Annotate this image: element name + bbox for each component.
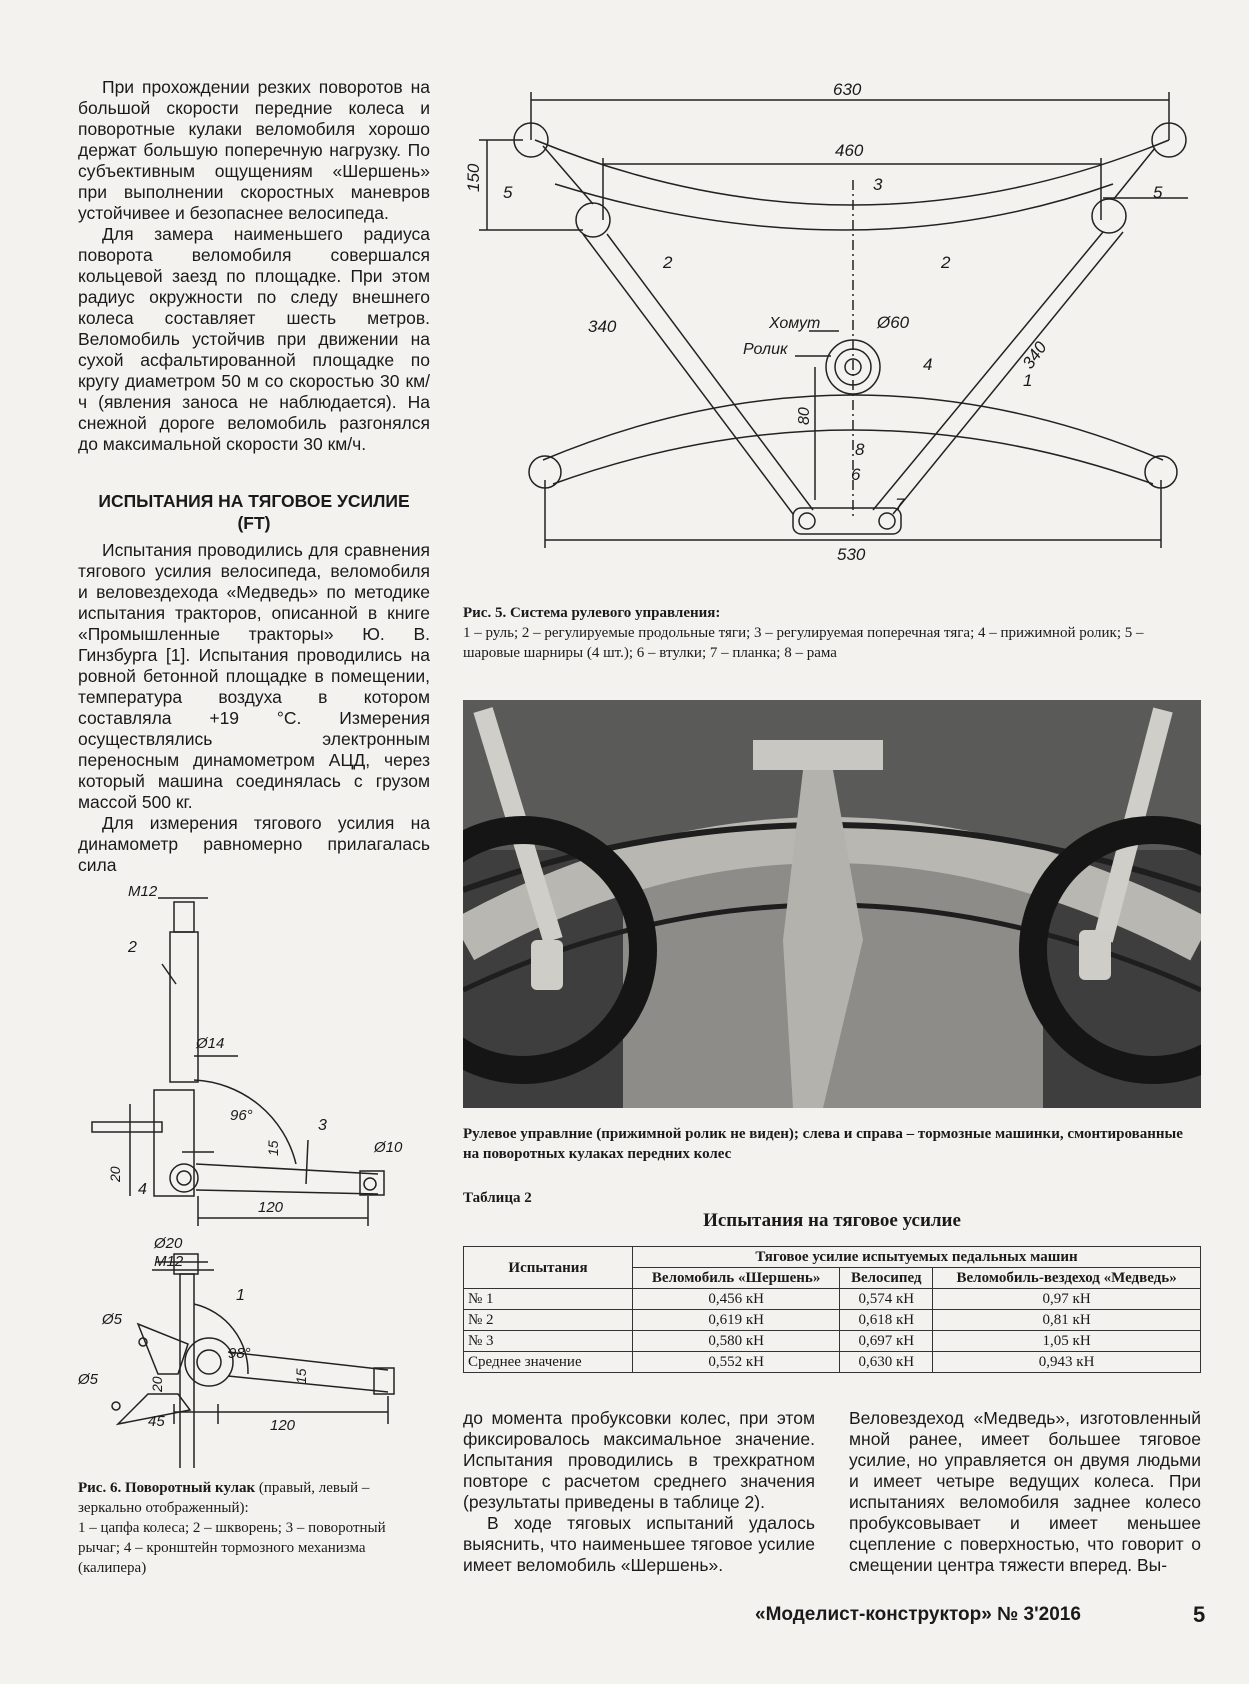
label-7: 7 [895,495,905,514]
caption-subtitle: (правый, левый – зеркально отображенный): [78,1480,370,1516]
paragraph: Веловездеход «Медведь», изготовленный мной ранее, имеет большее тяговое усилие, но управляется он двумя людьми и имеет четыре ведущих колеса. При испытаниях веломобиля заднее колесо пробуксовывает и имеет меньшее сцепление с поверхностью, что говорит о смещении центра тяжести вперед. Вы- [849,1408,1201,1575]
label-96-deg: 96° [230,1107,253,1124]
label-khomut: Хомут [769,315,821,332]
dim-530: 530 [837,545,866,564]
label-45: 45 [148,1413,165,1430]
page-number: 5 [1193,1602,1206,1627]
group-header: Тяговое усилие испытуемых педальных машин [633,1247,1201,1268]
table-row: № 1 0,456 кН 0,574 кН 0,97 кН [464,1289,1201,1310]
label-4: 4 [923,355,933,374]
label-d20: Ø20 [154,1235,183,1252]
label-6: 6 [851,465,861,484]
label-d14: Ø14 [196,1035,225,1052]
table-label: Таблица 2 [463,1190,532,1206]
label-120-top: 120 [258,1199,284,1216]
figure-6-caption [78,1478,430,1578]
steering-knuckle-drawing [78,884,430,1468]
label-d5-top: Ø5 [102,1311,123,1328]
caption-text: 1 – цапфа колеса; 2 – шкворень; 3 – поворотный рычаг; 4 – кронштейн тормозного механизма (калипера) [78,1520,386,1576]
label-1: 1 [1023,371,1033,390]
steering-photo [463,700,1201,1108]
label-2-left: 2 [663,253,673,272]
label-8: 8 [855,440,865,459]
table-title: Испытания на тяговое усилие [703,1210,961,1231]
paragraph: Испытания проводились для сравнения тягового усилия велосипеда, веломобиля и веловездехода «Медведь» по методике испытания тракторов, описанной в книге «Промышленные тракторы» Ю. В. Гинзбурга [1]. Испытания проводились на ровной бетонной площадке в помещении, температура воздуха в котором составляла +19 °С. Измерения осуществлялись электронным переносным динамометром АЦД, через который машина соединялась с грузом массой 500 кг. [78,540,430,812]
label-2-right: 2 [941,253,951,272]
label-2: 2 [128,939,137,956]
journal-footer: «Моделист-конструктор» № 3'2016 [755,1604,1081,1625]
label-rolik: Ролик [743,341,788,358]
column-header: Веломобиль-вездеход «Медведь» [933,1268,1201,1289]
dim-60: Ø60 [877,313,910,332]
label-m12-top: М12 [128,884,158,900]
label-98-deg: 98° [228,1345,251,1362]
paragraph: При прохождении резких поворотов на большой скорости передние колеса и поворотные кулаки веломобиля хорошо держат большую поперечную нагрузку. По субъективным ощущениям «Шершень» при выполнении скоростных маневров устойчивее и безопаснее велосипеда. [78,77,430,223]
label-1: 1 [236,1287,245,1304]
steering-system-drawing [463,80,1201,580]
label-20-top: 20 [107,1166,123,1182]
middle-column-text [463,1408,815,1576]
label-5-right: 5 [1153,183,1163,202]
figure-5-caption [463,603,1201,663]
paragraph: В ходе тяговых испытаний удалось выяснить, что наименьшее тяговое усилие имеет веломобиль «Шершень». [463,1513,815,1575]
dim-340-left: 340 [588,317,617,336]
label-15-top: 15 [265,1140,281,1156]
label-4: 4 [138,1181,147,1198]
dim-460: 460 [835,141,864,160]
label-15-bottom: 15 [293,1368,309,1384]
heading-line: (FT) [237,513,271,533]
label-3: 3 [318,1117,327,1134]
label-3: 3 [873,175,883,194]
dim-340-right: 340 [1018,338,1051,373]
label-d5-bottom: Ø5 [78,1371,99,1388]
label-5-left: 5 [503,183,513,202]
dim-630: 630 [833,80,862,99]
caption-title: Рис. 5. Система рулевого управления: [463,605,721,621]
caption-title: Рис. 6. Поворотный кулак [78,1480,256,1496]
left-column-text [78,77,430,455]
column-header: Испытания [464,1247,633,1289]
caption-text: 1 – руль; 2 – регулируемые продольные тяги; 3 – регулируемая поперечная тяга; 4 – прижимной ролик; 5 – шаровые шарниры (4 шт.); 6 – втулки; 7 – планка; 8 – рама [463,625,1144,661]
heading-line: ИСПЫТАНИЯ НА ТЯГОВОЕ УСИЛИЕ [98,491,410,511]
paragraph: Для замера наименьшего радиуса поворота веломобиля совершался кольцевой заезд по площадке. При этом радиус окружности по следу внешнего колеса составляет шесть метров. Веломобиль устойчив при движении на сухой асфальтированной площадке по кругу диаметром 50 м со скоростью 30 км/ч (явления заноса не наблюдается). На снежной дороге веломобиль разгонялся до максимальной скорости 30 км/ч. [78,224,430,454]
column-header: Веломобиль «Шершень» [633,1268,840,1289]
label-d10: Ø10 [374,1139,403,1156]
label-120-bottom: 120 [270,1417,296,1434]
dim-80: 80 [796,407,813,425]
traction-table [463,1246,1201,1373]
dim-150: 150 [464,163,483,192]
section-heading [78,490,430,534]
right-column-text [849,1408,1201,1576]
paragraph: Для измерения тягового усилия на динамометр равномерно прилагалась сила [78,813,430,875]
table-row: № 3 0,580 кН 0,697 кН 1,05 кН [464,1331,1201,1352]
column-header: Велосипед [840,1268,933,1289]
label-m12-bottom: М12 [154,1253,184,1270]
photo-caption: Рулевое управлние (прижимной ролик не виден); слева и справа – тормозные машинки, смонтированные на поворотных кулаках передних колес [463,1126,1183,1162]
paragraph: до момента пробуксовки колес, при этом фиксировалось максимальное значение. Испытания проводились в трехкратном повторе с расчетом среднего значения (результаты приведены в таблице 2). [463,1408,815,1512]
table-row: № 2 0,619 кН 0,618 кН 0,81 кН [464,1310,1201,1331]
left-column-text-2 [78,540,430,876]
label-20-bottom: 20 [149,1376,165,1392]
table-row: Среднее значение 0,552 кН 0,630 кН 0,943 кН [464,1352,1201,1373]
